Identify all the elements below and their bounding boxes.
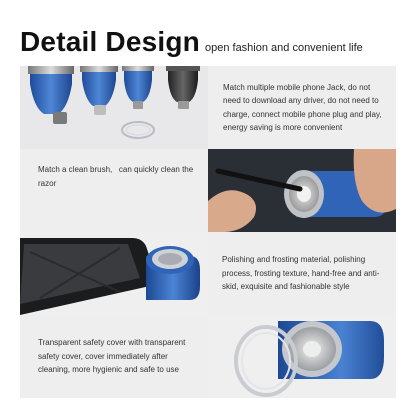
feature-text: Match multiple mobile phone Jack, do not need to download any driver, do not need to charge, connect mobile phone plug and play, energy saving is more convenient: [223, 82, 382, 132]
feature-jack-compatibility: [208, 66, 396, 149]
phone-with-razor-illustration: [20, 232, 208, 315]
safety-cover-illustration: [208, 315, 396, 398]
brush-cleaning-image: [208, 149, 396, 232]
razor-adapters-illustration: [20, 66, 208, 149]
safety-cover-image: [208, 315, 396, 398]
page-title: Detail Design: [20, 26, 200, 57]
feature-text: Match a clean brush, can quickly clean the razor: [38, 165, 194, 188]
feature-text: Polishing and frosting material, polishing process, frosting texture, hand-free and anti-skid, exquisite and fashionable style: [222, 255, 380, 292]
feature-safety-cover: [20, 315, 208, 398]
page-subtitle: open fashion and convenient life: [204, 42, 363, 54]
brush-cleaning-illustration: [208, 149, 396, 232]
feature-cleaning-brush: [20, 149, 208, 232]
feature-text: Transparent safety cover with transparent safety cover, cover immediately after cleaning, more hygienic and safe to use: [38, 338, 186, 375]
phone-razor-image: [20, 232, 208, 315]
adapters-image: [20, 66, 208, 149]
feature-frosted-material: [208, 232, 396, 315]
page-header: [20, 26, 363, 62]
